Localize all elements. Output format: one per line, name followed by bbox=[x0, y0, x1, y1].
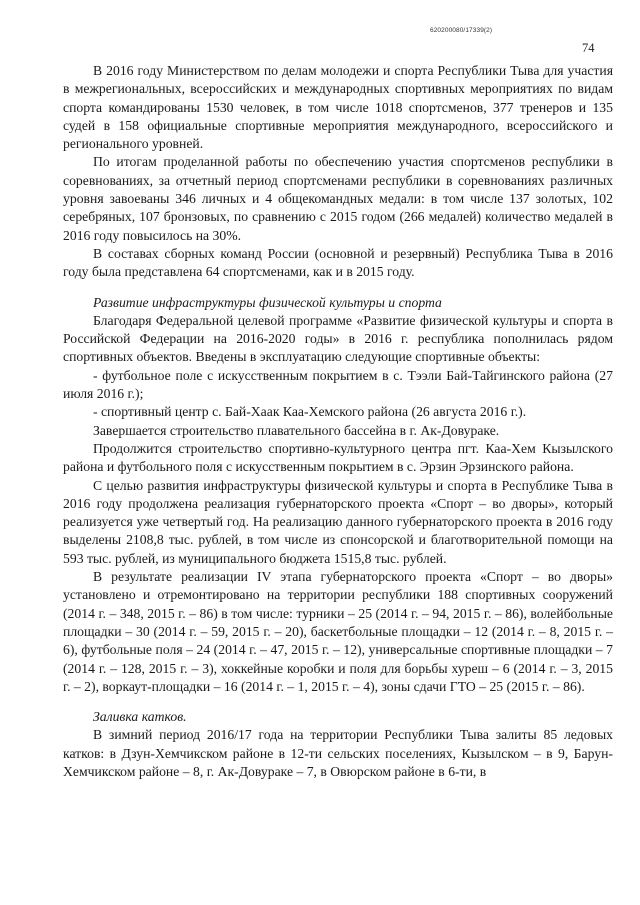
document-id: 620200080/17339(2) bbox=[430, 27, 493, 34]
paragraph-construction-continues: Продолжится строительство спортивно-культурного центра пгт. Каа-Хем Кызылского района и футбольного поля с искусственным покрытием в с. Эрзин Эрзинского района. bbox=[63, 440, 613, 475]
spacer bbox=[63, 282, 613, 294]
paragraph-delegations: В 2016 году Министерством по делам молодежи и спорта Республики Тыва для участия в межрегиональных, всероссийских и международных спортивных мероприятиях по видам спорта командированы 1530 человек, в том числе 1018 спортсменов, 377 тренеров и 135 судей в 158 официальные спортивные мероприятия международного, всероссийского и регионального уровней. bbox=[63, 63, 613, 152]
paragraph-medals: По итогам проделанной работы по обеспечению участия спортсменов республики в соревнованиях, за отчетный период спортсменами республики в соревнованиях различных уровня завоеваны 346 личных и 4 общекомандных медали: в том числе 137 золотых, 102 серебряных, 107 бронзовых, по сравнению с 2015 годом (266 медалей) количество медалей в 2016 году повысилось на 30%. bbox=[63, 154, 613, 243]
list-item-football-field: - футбольное поле с искусственным покрытием в с. Тээли Бай-Тайгинского района (27 июля 2016 г.); bbox=[63, 367, 613, 402]
page-number: 74 bbox=[582, 41, 595, 55]
paragraph-project-results: В результате реализации IV этапа губернаторского проекта «Спорт – во дворы» установлено и отремонтировано на территории республики 188 спортивных сооружений (2014 г. – 348, 2015 г. – 86) в том числе: турники – 25 (2014 г. – 94, 2015 г. – 86), волейбольные площадки – 30 (2014 г. – 59, 2015 г. – 20), баскетбольные площадки – 12 (2014 г. – 8, 2015 г. – 6), футбольные поля – 24 (2014 г. – 47, 2015 г. – 12), универсальные спортивные площадки – 7 (2014 г. – 128, 2015 г. – 3), хоккейные коробки и поля для борьбы хуреш – 6 (2014 г. – 3, 2015 г. – 2), воркаут-площадки – 16 (2014 г. – 1, 2015 г. – 4), зоны сдачи ГТО – 25 (2015 г. – 86). bbox=[63, 569, 613, 694]
paragraph-governor-project: С целью развития инфраструктуры физической культуры и спорта в Республике Тыва в 2016 году продолжена реализация губернаторского проекта «Спорт – во дворы», который реализуется уже четвертый год. На реализацию данного губернаторского проекта в 2016 году выделены 2108,8 тыс. рублей, в том числе из спонсорской и благотворительной помощи на 593 тыс. рублей, из муниципального бюджета 1515,8 тыс. рублей. bbox=[63, 477, 613, 566]
paragraph-federal-program: Благодаря Федеральной целевой программе «Развитие физической культуры и спорта в Российской Федерации на 2016-2020 годы» в 2016 г. республика пополнилась рядом спортивных объектов. Введены в эксплуатацию следующие спортивные объекты: bbox=[63, 312, 613, 365]
list-item-sports-center: - спортивный центр с. Бай-Хаак Каа-Хемского района (26 августа 2016 г.). bbox=[93, 404, 527, 420]
section-heading-ice-rinks: Заливка катков. bbox=[93, 709, 187, 725]
section-heading-infrastructure: Развитие инфраструктуры физической культуры и спорта bbox=[93, 294, 442, 310]
paragraph-ice-rinks: В зимний период 2016/17 года на территории Республики Тыва залиты 85 ледовых катков: в Дзун-Хемчикском районе в 12-ти сельских поселениях, Кызылском – в 9, Барун-Хемчикском районе – 8, г. Ак-Довураке – 7, в Овюрском районе в 6-ти, в bbox=[63, 727, 613, 779]
spacer bbox=[63, 696, 613, 708]
body-text bbox=[63, 62, 613, 781]
paragraph-swimming-pool: Завершается строительство плавательного бассейна в г. Ак-Довураке. bbox=[93, 422, 500, 438]
paragraph-national-teams: В составах сборных команд России (основной и резервный) Республика Тыва в 2016 году была представлена 64 спортсменами, как и в 2015 году. bbox=[63, 245, 613, 280]
